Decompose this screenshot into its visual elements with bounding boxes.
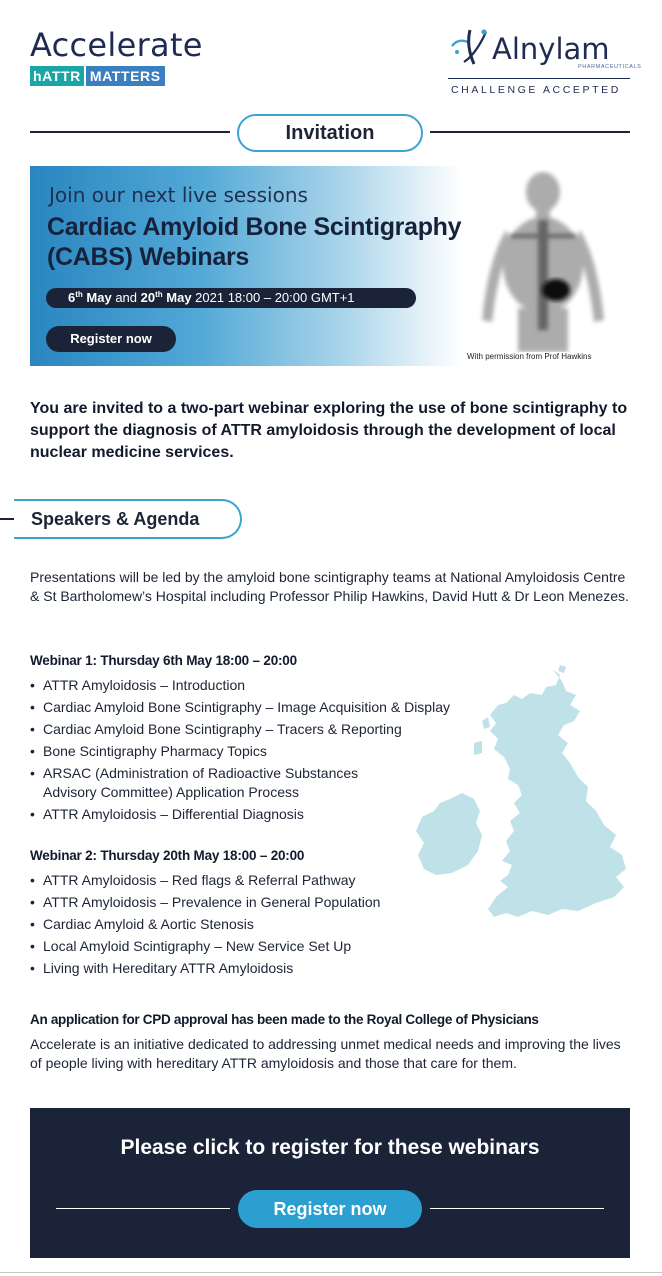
email-header xyxy=(0,0,662,110)
list-item: • Bone Scintigraphy Pharmacy Topics xyxy=(30,742,460,761)
alnylam-swirl-icon xyxy=(448,26,490,66)
footer-title: Please click to register for these webinars xyxy=(120,1136,540,1159)
page-bottom-rule xyxy=(0,1272,662,1273)
list-item: • Local Amyloid Scintigraphy – New Service Set Up xyxy=(30,937,460,956)
banner-register-button[interactable]: Register now xyxy=(46,326,176,352)
bone-scan-image xyxy=(468,170,618,352)
accelerate-wordmark: Accelerate xyxy=(30,26,203,64)
webinar2-heading: Webinar 2: Thursday 20th May 18:00 – 20:00 xyxy=(30,848,305,863)
alnylam-tagline: CHALLENGE ACCEPTED xyxy=(451,84,621,96)
hattr-label: hATTR xyxy=(30,66,84,86)
list-item: • ARSAC (Administration of Radioactive Substances Advisory Committee) Application Process xyxy=(30,764,370,802)
list-item: • Cardiac Amyloid & Aortic Stenosis xyxy=(30,915,460,934)
alnylam-logo xyxy=(448,26,642,96)
intro-text: You are invited to a two-part webinar exploring the use of bone scintigraphy to support the diagnosis of ATTR amyloidosis through the development of local nuclear medicine services. xyxy=(30,400,628,461)
invitation-rule-left xyxy=(30,131,230,133)
date-rest: 2021 18:00 – 20:00 GMT+1 xyxy=(191,290,355,305)
footer-rule-left xyxy=(56,1208,230,1209)
list-item: • ATTR Amyloidosis – Prevalence in General Population xyxy=(30,893,460,912)
alnylam-divider xyxy=(448,78,630,79)
accelerate-description: Accelerate is an initiative dedicated to addressing unmet medical needs and improving the lives of people living with hereditary ATTR amyloidosis and those that care for them. xyxy=(30,1036,621,1071)
date2-day: 20 xyxy=(140,290,156,305)
image-credit: With permission from Prof Hawkins xyxy=(467,352,592,361)
list-item: • Cardiac Amyloid Bone Scintigraphy – Tracers & Reporting xyxy=(30,720,460,739)
accelerate-logo xyxy=(30,28,203,86)
date1-month: May xyxy=(82,290,112,305)
date1-suffix: th xyxy=(75,290,83,299)
matters-label: MATTERS xyxy=(86,66,165,86)
date2-suffix: th xyxy=(155,290,163,299)
list-item: • ATTR Amyloidosis – Differential Diagnosis xyxy=(30,805,460,824)
banner-title: Cardiac Amyloid Bone Scintigraphy (CABS) Webinars xyxy=(47,213,462,271)
invitation-rule-right xyxy=(430,131,630,133)
webinar1-agenda xyxy=(30,676,460,827)
cpd-notice: An application for CPD approval has been made to the Royal College of Physicians xyxy=(30,1012,539,1027)
banner-subtitle: Join our next live sessions xyxy=(49,183,308,207)
webinar-banner xyxy=(30,166,630,366)
alnylam-pharma-label: PHARMACEUTICALS xyxy=(578,64,642,70)
presentations-text: Presentations will be led by the amyloid bone scintigraphy teams at National Amyloidosis Centre & St Bartholomew’s Hospital including Professor Philip Hawkins, David Hutt & Dr Leon Menezes. xyxy=(30,569,629,604)
list-item: • Cardiac Amyloid Bone Scintigraphy – Image Acquisition & Display xyxy=(30,698,460,717)
date1-day: 6 xyxy=(68,290,76,305)
list-item: • ATTR Amyloidosis – Red flags & Referral Pathway xyxy=(30,871,460,890)
date-joiner: and xyxy=(111,290,141,305)
list-item: • Living with Hereditary ATTR Amyloidosis xyxy=(30,959,460,978)
date2-month: May xyxy=(162,290,192,305)
list-item: • ATTR Amyloidosis – Introduction xyxy=(30,676,460,695)
alnylam-wordmark: Alnylam xyxy=(492,32,610,66)
footer-register-button[interactable]: Register now xyxy=(238,1190,422,1228)
footer-rule-right xyxy=(430,1208,604,1209)
webinar1-heading: Webinar 1: Thursday 6th May 18:00 – 20:00 xyxy=(30,653,297,668)
hattr-matters-bar xyxy=(30,66,203,86)
invitation-label: Invitation xyxy=(237,114,423,152)
speakers-rule xyxy=(0,518,14,520)
banner-dates xyxy=(46,288,416,308)
register-footer xyxy=(30,1108,630,1258)
speakers-agenda-heading: Speakers & Agenda xyxy=(14,499,242,539)
webinar2-agenda xyxy=(30,871,460,981)
